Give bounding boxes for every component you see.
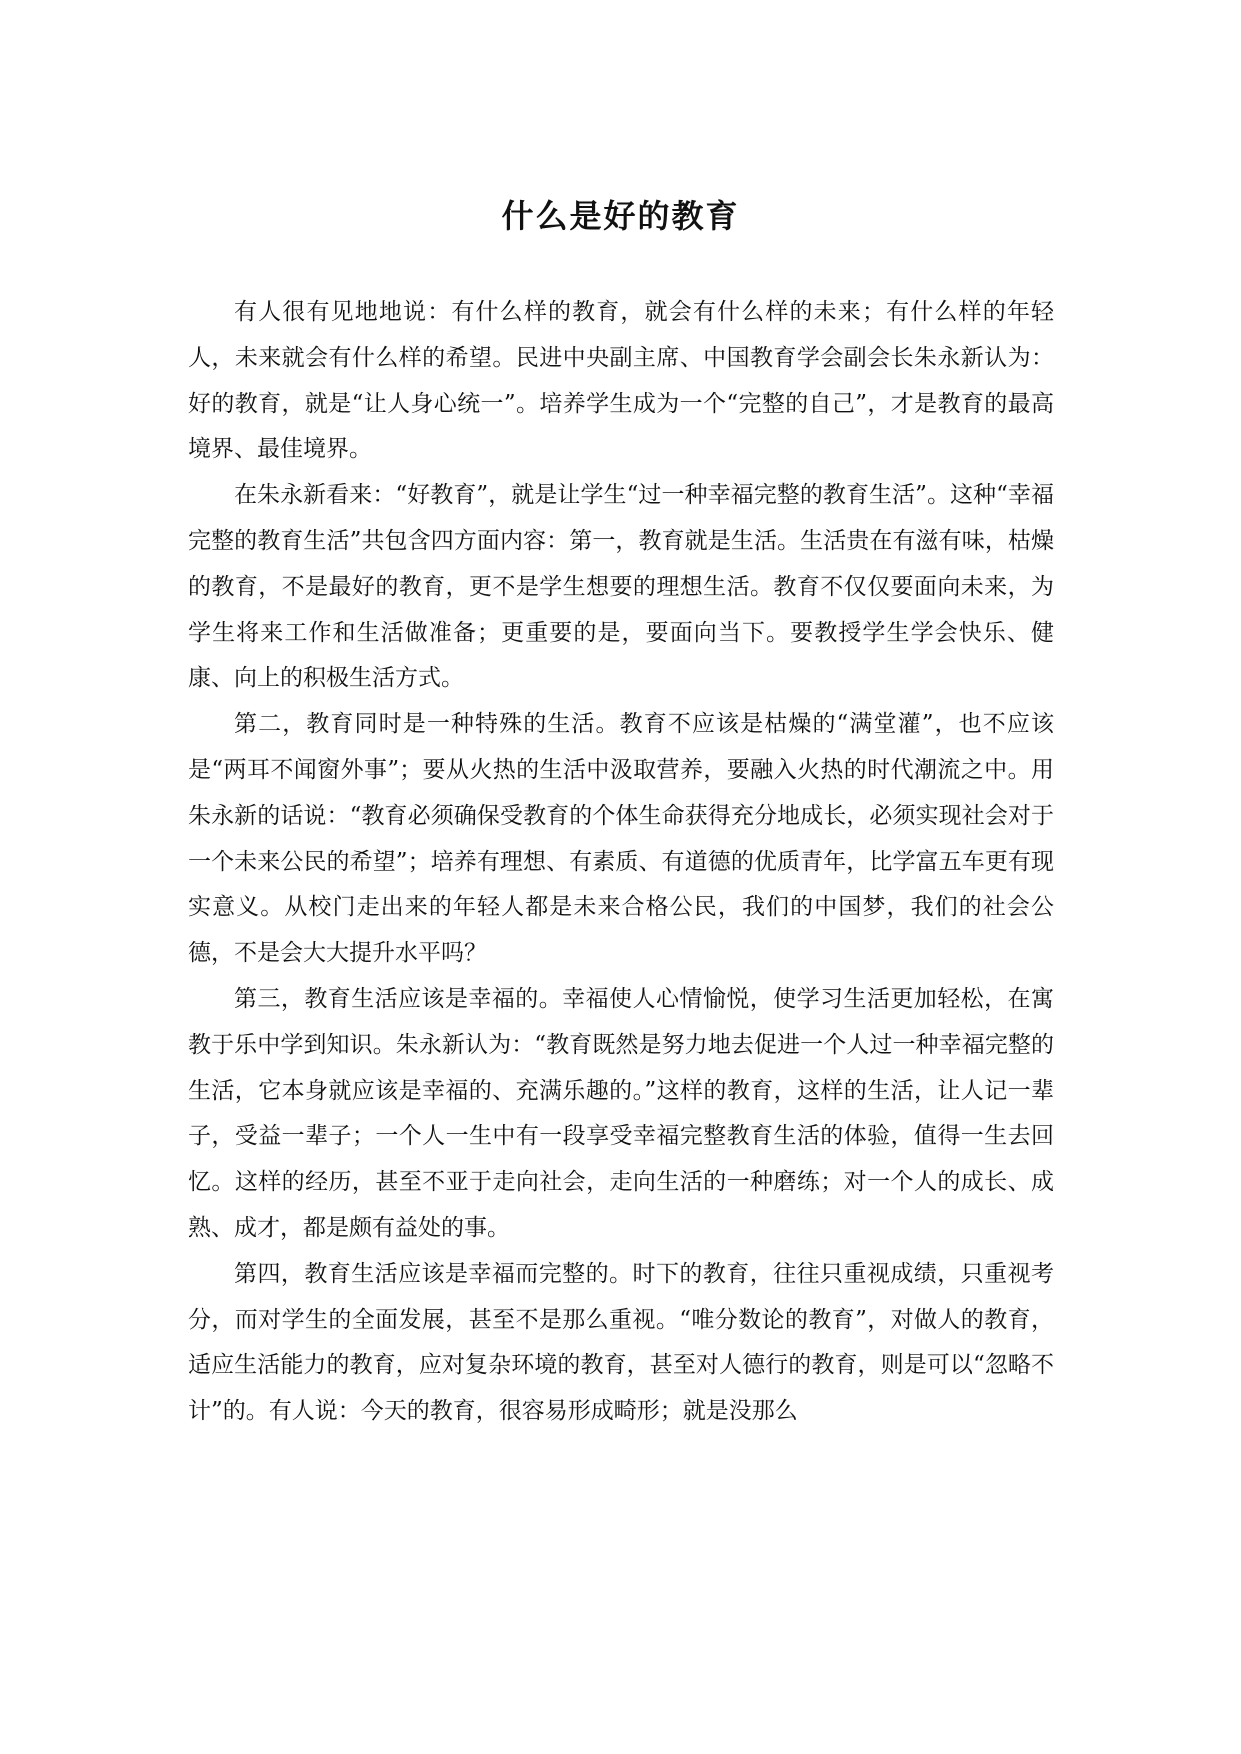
paragraph-4: 第三，教育生活应该是幸福的。幸福使人心情愉悦，使学习生活更加轻松，在寓教于乐中学到知识。朱永新认为：“教育既然是努力地去促进一个人过一种幸福完整的生活，它本身就应该是幸福的、充满乐趣的。”这样的教育，这样的生活，让人记一辈子，受益一辈子；一个人一生中有一段享受幸福完整教育生活的体验，值得一生去回忆。这样的经历，甚至不亚于走向社会，走向生活的一种磨练；对一个人的成长、成熟、成才，都是颇有益处的事。	[188, 985, 1054, 1241]
paragraph-1: 有人很有见地地说：有什么样的教育，就会有什么样的未来；有什么样的年轻人，未来就会有什么样的希望。民进中央副主席、中国教育学会副会长朱永新认为：好的教育，就是“让人身心统一”。培养学生成为一个“完整的自己”，才是教育的最高境界、最佳境界。	[188, 299, 1054, 463]
paragraph-2: 在朱永新看来：“好教育”，就是让学生“过一种幸福完整的教育生活”。这种“幸福完整的教育生活”共包含四方面内容：第一，教育就是生活。生活贵在有滋有味，枯燥的教育，不是最好的教育，更不是学生想要的理想生活。教育不仅仅要面向未来，为学生将来工作和生活做准备；更重要的是，要面向当下。要教授学生学会快乐、健康、向上的积极生活方式。	[188, 482, 1054, 692]
paragraph-3: 第二，教育同时是一种特殊的生活。教育不应该是枯燥的“满堂灌”，也不应该是“两耳不闻窗外事”；要从火热的生活中汲取营养，要融入火热的时代潮流之中。用朱永新的话说：“教育必须确保受教育的个体生命获得充分地成长，必须实现社会对于一个未来公民的希望”；培养有理想、有素质、有道德的优质青年，比学富五车更有现实意义。从校门走出来的年轻人都是未来合格公民，我们的中国梦，我们的社会公德，不是会大大提升水平吗？	[188, 711, 1054, 967]
document-body	[188, 290, 1054, 1435]
paragraph-5: 第四，教育生活应该是幸福而完整的。时下的教育，往往只重视成绩，只重视考分，而对学生的全面发展，甚至不是那么重视。“唯分数论的教育”，对做人的教育，适应生活能力的教育，应对复杂环境的教育，甚至对人德行的教育，则是可以“忽略不计”的。有人说：今天的教育，很容易形成畸形；就是没那么	[188, 1260, 1054, 1425]
document-title: 什么是好的教育	[501, 197, 740, 235]
